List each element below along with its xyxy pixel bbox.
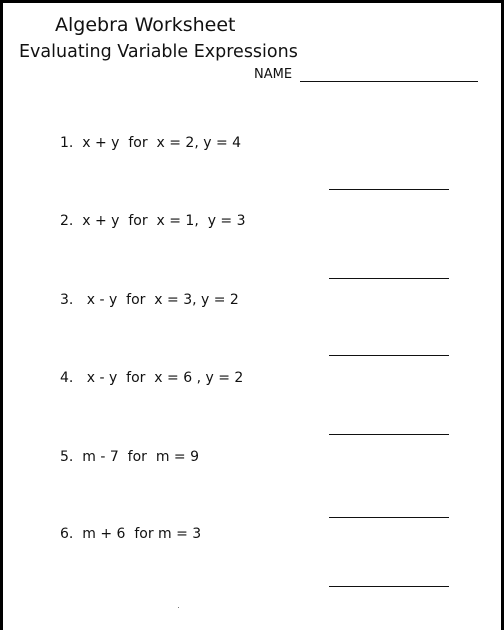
worksheet-title: Algebra Worksheet [55, 14, 236, 36]
problem-3 [60, 291, 239, 309]
worksheet-page [3, 3, 501, 630]
worksheet-subtitle: Evaluating Variable Expressions [19, 42, 298, 62]
name-answer-line[interactable] [300, 81, 478, 82]
answer-line-5[interactable] [329, 517, 449, 518]
problem-number: 3. [60, 292, 74, 308]
problem-2 [60, 212, 246, 230]
problem-expression: m + 6 for m = 3 [82, 526, 202, 542]
problem-expression: x + y for x = 2, y = 4 [82, 135, 242, 151]
answer-line-4[interactable] [329, 434, 449, 435]
ink-speck [178, 607, 179, 608]
problem-1 [60, 134, 241, 152]
problem-number: 2. [60, 213, 74, 229]
problem-expression: x - y for x = 6 , y = 2 [86, 370, 244, 386]
name-label: NAME [254, 67, 293, 82]
problem-number: 1. [60, 135, 74, 151]
answer-line-2[interactable] [329, 278, 449, 279]
answer-line-1[interactable] [329, 189, 449, 190]
problem-number: 5. [60, 449, 74, 465]
problem-5 [60, 448, 199, 466]
answer-line-6[interactable] [329, 586, 449, 587]
problem-4 [60, 369, 243, 387]
answer-line-3[interactable] [329, 355, 449, 356]
problem-expression: x + y for x = 1, y = 3 [82, 213, 246, 229]
problem-number: 4. [60, 370, 74, 386]
problem-number: 6. [60, 526, 74, 542]
problem-expression: m - 7 for m = 9 [82, 449, 199, 465]
problem-expression: x - y for x = 3, y = 2 [86, 292, 239, 308]
problem-6 [60, 525, 201, 543]
